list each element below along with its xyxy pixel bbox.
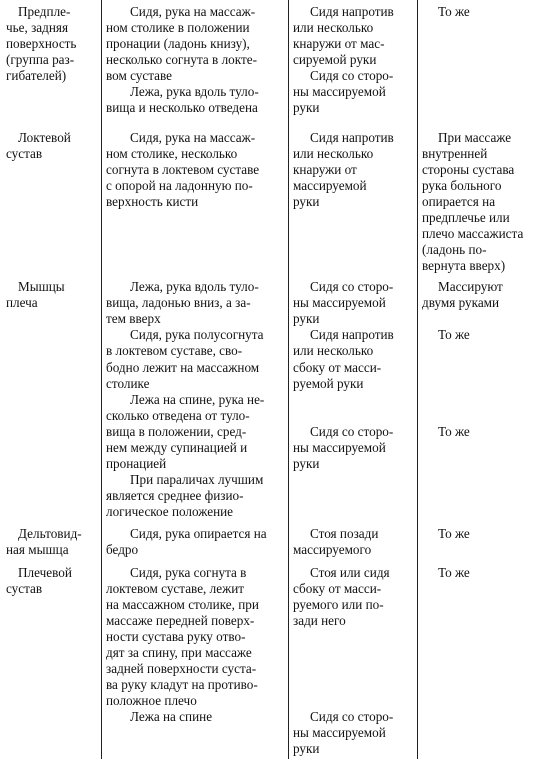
therapist-position-line: руки bbox=[293, 100, 320, 116]
therapist-position-line: массируемой bbox=[293, 177, 367, 193]
area-cell-line: ная мышца bbox=[6, 541, 69, 557]
therapist-position-line: Сидя напротив bbox=[310, 129, 394, 145]
area-cell-line: чье, задняя bbox=[6, 20, 69, 36]
patient-position-line: бодно лежит на массажном bbox=[106, 359, 260, 375]
patient-position-line: вом суставе bbox=[106, 68, 173, 84]
therapist-position-line: кнаружи от bbox=[293, 161, 357, 177]
area-cell-line: гибателей) bbox=[6, 68, 67, 84]
patient-position-line: массаже передней поверх- bbox=[106, 613, 255, 629]
patient-position-line: Сидя, рука согнута в bbox=[130, 564, 247, 580]
therapist-position-line: ны массируемой bbox=[293, 439, 386, 455]
patient-position-line: ном столике в положении bbox=[106, 20, 250, 36]
patient-position-line: Сидя, рука на массаж- bbox=[130, 129, 256, 145]
therapist-position-line: Сидя со сторо- bbox=[310, 709, 394, 725]
patient-position-line: тем вверх bbox=[106, 311, 161, 327]
therapist-position-line: ны массируемой bbox=[293, 725, 386, 741]
therapist-position-line: сбоку от масси- bbox=[293, 359, 382, 375]
notes-line: То же bbox=[438, 327, 470, 343]
patient-position-line: вища и несколько отведена bbox=[106, 100, 258, 116]
patient-position-line: Лежа на спине bbox=[130, 709, 213, 725]
therapist-position-line: руемой руки bbox=[293, 375, 364, 391]
patient-position-line: логическое положение bbox=[106, 503, 234, 519]
area-cell-line: сустав bbox=[6, 580, 43, 596]
patient-position-line: с опорой на ладонную по- bbox=[106, 177, 253, 193]
patient-position-line: несколько согнута в локте- bbox=[106, 52, 257, 68]
patient-position-line: является среднее физио- bbox=[106, 487, 244, 503]
notes-line: (ладонь по- bbox=[422, 241, 487, 257]
patient-position-line: вища в положении, сред- bbox=[106, 423, 247, 439]
patient-position-line: пронации (ладонь книзу), bbox=[106, 36, 250, 52]
notes-line: То же bbox=[438, 4, 470, 19]
therapist-position-line: массируемого bbox=[293, 541, 372, 557]
notes-line: То же bbox=[438, 525, 470, 541]
patient-position-line: нем между супинацией и bbox=[106, 439, 248, 455]
patient-position-line: вища, ладонью вниз, а за- bbox=[106, 295, 251, 311]
patient-position-line: ва руку кладут на противо- bbox=[106, 677, 258, 693]
therapist-position-line: Стоя или сидя bbox=[310, 564, 390, 580]
patient-position-line: Сидя, рука опирается на bbox=[130, 525, 267, 541]
therapist-position-line: или несколько bbox=[293, 145, 374, 161]
therapist-position-line: сируемой руки bbox=[293, 52, 377, 68]
therapist-position-line: ны массируемой bbox=[293, 84, 386, 100]
therapist-position-line: или несколько bbox=[293, 20, 374, 36]
area-cell-line: плеча bbox=[6, 295, 38, 311]
column-divider bbox=[288, 0, 289, 759]
therapist-position-line: Сидя со сторо- bbox=[310, 68, 394, 84]
patient-position-line: При параличах лучшим bbox=[130, 471, 264, 487]
patient-position-line: согнута в локтевом суставе bbox=[106, 161, 260, 177]
area-cell-line: Дельтовид- bbox=[18, 525, 82, 541]
therapist-position-line: руки bbox=[293, 193, 320, 209]
therapist-position-line: руки bbox=[293, 311, 320, 327]
therapist-position-line: руки bbox=[293, 741, 320, 757]
therapist-position-line: Сидя со сторо- bbox=[310, 279, 394, 295]
patient-position-line: Сидя, рука на массаж- bbox=[130, 4, 256, 19]
therapist-position-line: Сидя напротив bbox=[310, 327, 394, 343]
therapist-position-line: Сидя со сторо- bbox=[310, 423, 394, 439]
patient-position-line: дят за спину, при массаже bbox=[106, 645, 252, 661]
area-cell-line: Плечевой bbox=[18, 564, 72, 580]
therapist-position-line: Сидя напротив bbox=[310, 4, 394, 19]
patient-position-line: в локтевом суставе, сво- bbox=[106, 343, 243, 359]
notes-line: вернута вверх) bbox=[422, 257, 506, 273]
patient-position-line: локтевом суставе, лежит bbox=[106, 580, 245, 596]
patient-position-line: ности сустава руку отво- bbox=[106, 629, 246, 645]
patient-position-line: ном столике, несколько bbox=[106, 145, 238, 161]
patient-position-line: Лежа, рука вдоль туло- bbox=[130, 279, 259, 295]
therapist-position-line: ны массируемой bbox=[293, 295, 386, 311]
patient-position-line: на массажном столике, при bbox=[106, 597, 259, 613]
area-cell-line: Предпле- bbox=[18, 4, 71, 19]
patient-position-line: верхность кисти bbox=[106, 193, 199, 209]
notes-line: рука больного bbox=[422, 177, 502, 193]
notes-line: То же bbox=[438, 564, 470, 580]
notes-line: двумя руками bbox=[422, 295, 500, 311]
patient-position-line: задней поверхности суста- bbox=[106, 661, 257, 677]
notes-line: опирается на bbox=[422, 193, 496, 209]
area-cell-line: Локтевой bbox=[18, 129, 71, 145]
therapist-position-line: руемого или по- bbox=[293, 597, 384, 613]
column-divider bbox=[417, 0, 418, 759]
patient-position-line: бедро bbox=[106, 541, 139, 557]
patient-position-line: пронацией bbox=[106, 455, 167, 471]
notes-line: При массаже bbox=[438, 129, 512, 145]
notes-line: предплечье или bbox=[422, 209, 510, 225]
patient-position-line: положное плечо bbox=[106, 693, 197, 709]
patient-position-line: Лежа на спине, рука не- bbox=[130, 391, 265, 407]
therapist-position-line: сбоку от масси- bbox=[293, 580, 382, 596]
patient-position-line: сколько отведена от туло- bbox=[106, 407, 250, 423]
patient-position-line: столике bbox=[106, 375, 150, 391]
area-cell-line: Мышцы bbox=[18, 279, 65, 295]
notes-line: То же bbox=[438, 423, 470, 439]
patient-position-line: Лежа, рука вдоль туло- bbox=[130, 84, 259, 100]
therapist-position-line: или несколько bbox=[293, 343, 374, 359]
therapist-position-line: руки bbox=[293, 455, 320, 471]
area-cell-line: поверхность bbox=[6, 36, 77, 52]
notes-line: внутренней bbox=[422, 145, 488, 161]
therapist-position-line: кнаружи от мас- bbox=[293, 36, 385, 52]
area-cell-line: (группа раз- bbox=[6, 52, 75, 68]
therapist-position-line: Стоя позади bbox=[310, 525, 379, 541]
column-divider bbox=[101, 0, 102, 759]
notes-line: Массируют bbox=[438, 279, 503, 295]
notes-line: стороны сустава bbox=[422, 161, 515, 177]
patient-position-line: Сидя, рука полусогнута bbox=[130, 327, 264, 343]
notes-line: плечо массажиста bbox=[422, 225, 524, 241]
area-cell-line: сустав bbox=[6, 145, 43, 161]
therapist-position-line: зади него bbox=[293, 613, 346, 629]
